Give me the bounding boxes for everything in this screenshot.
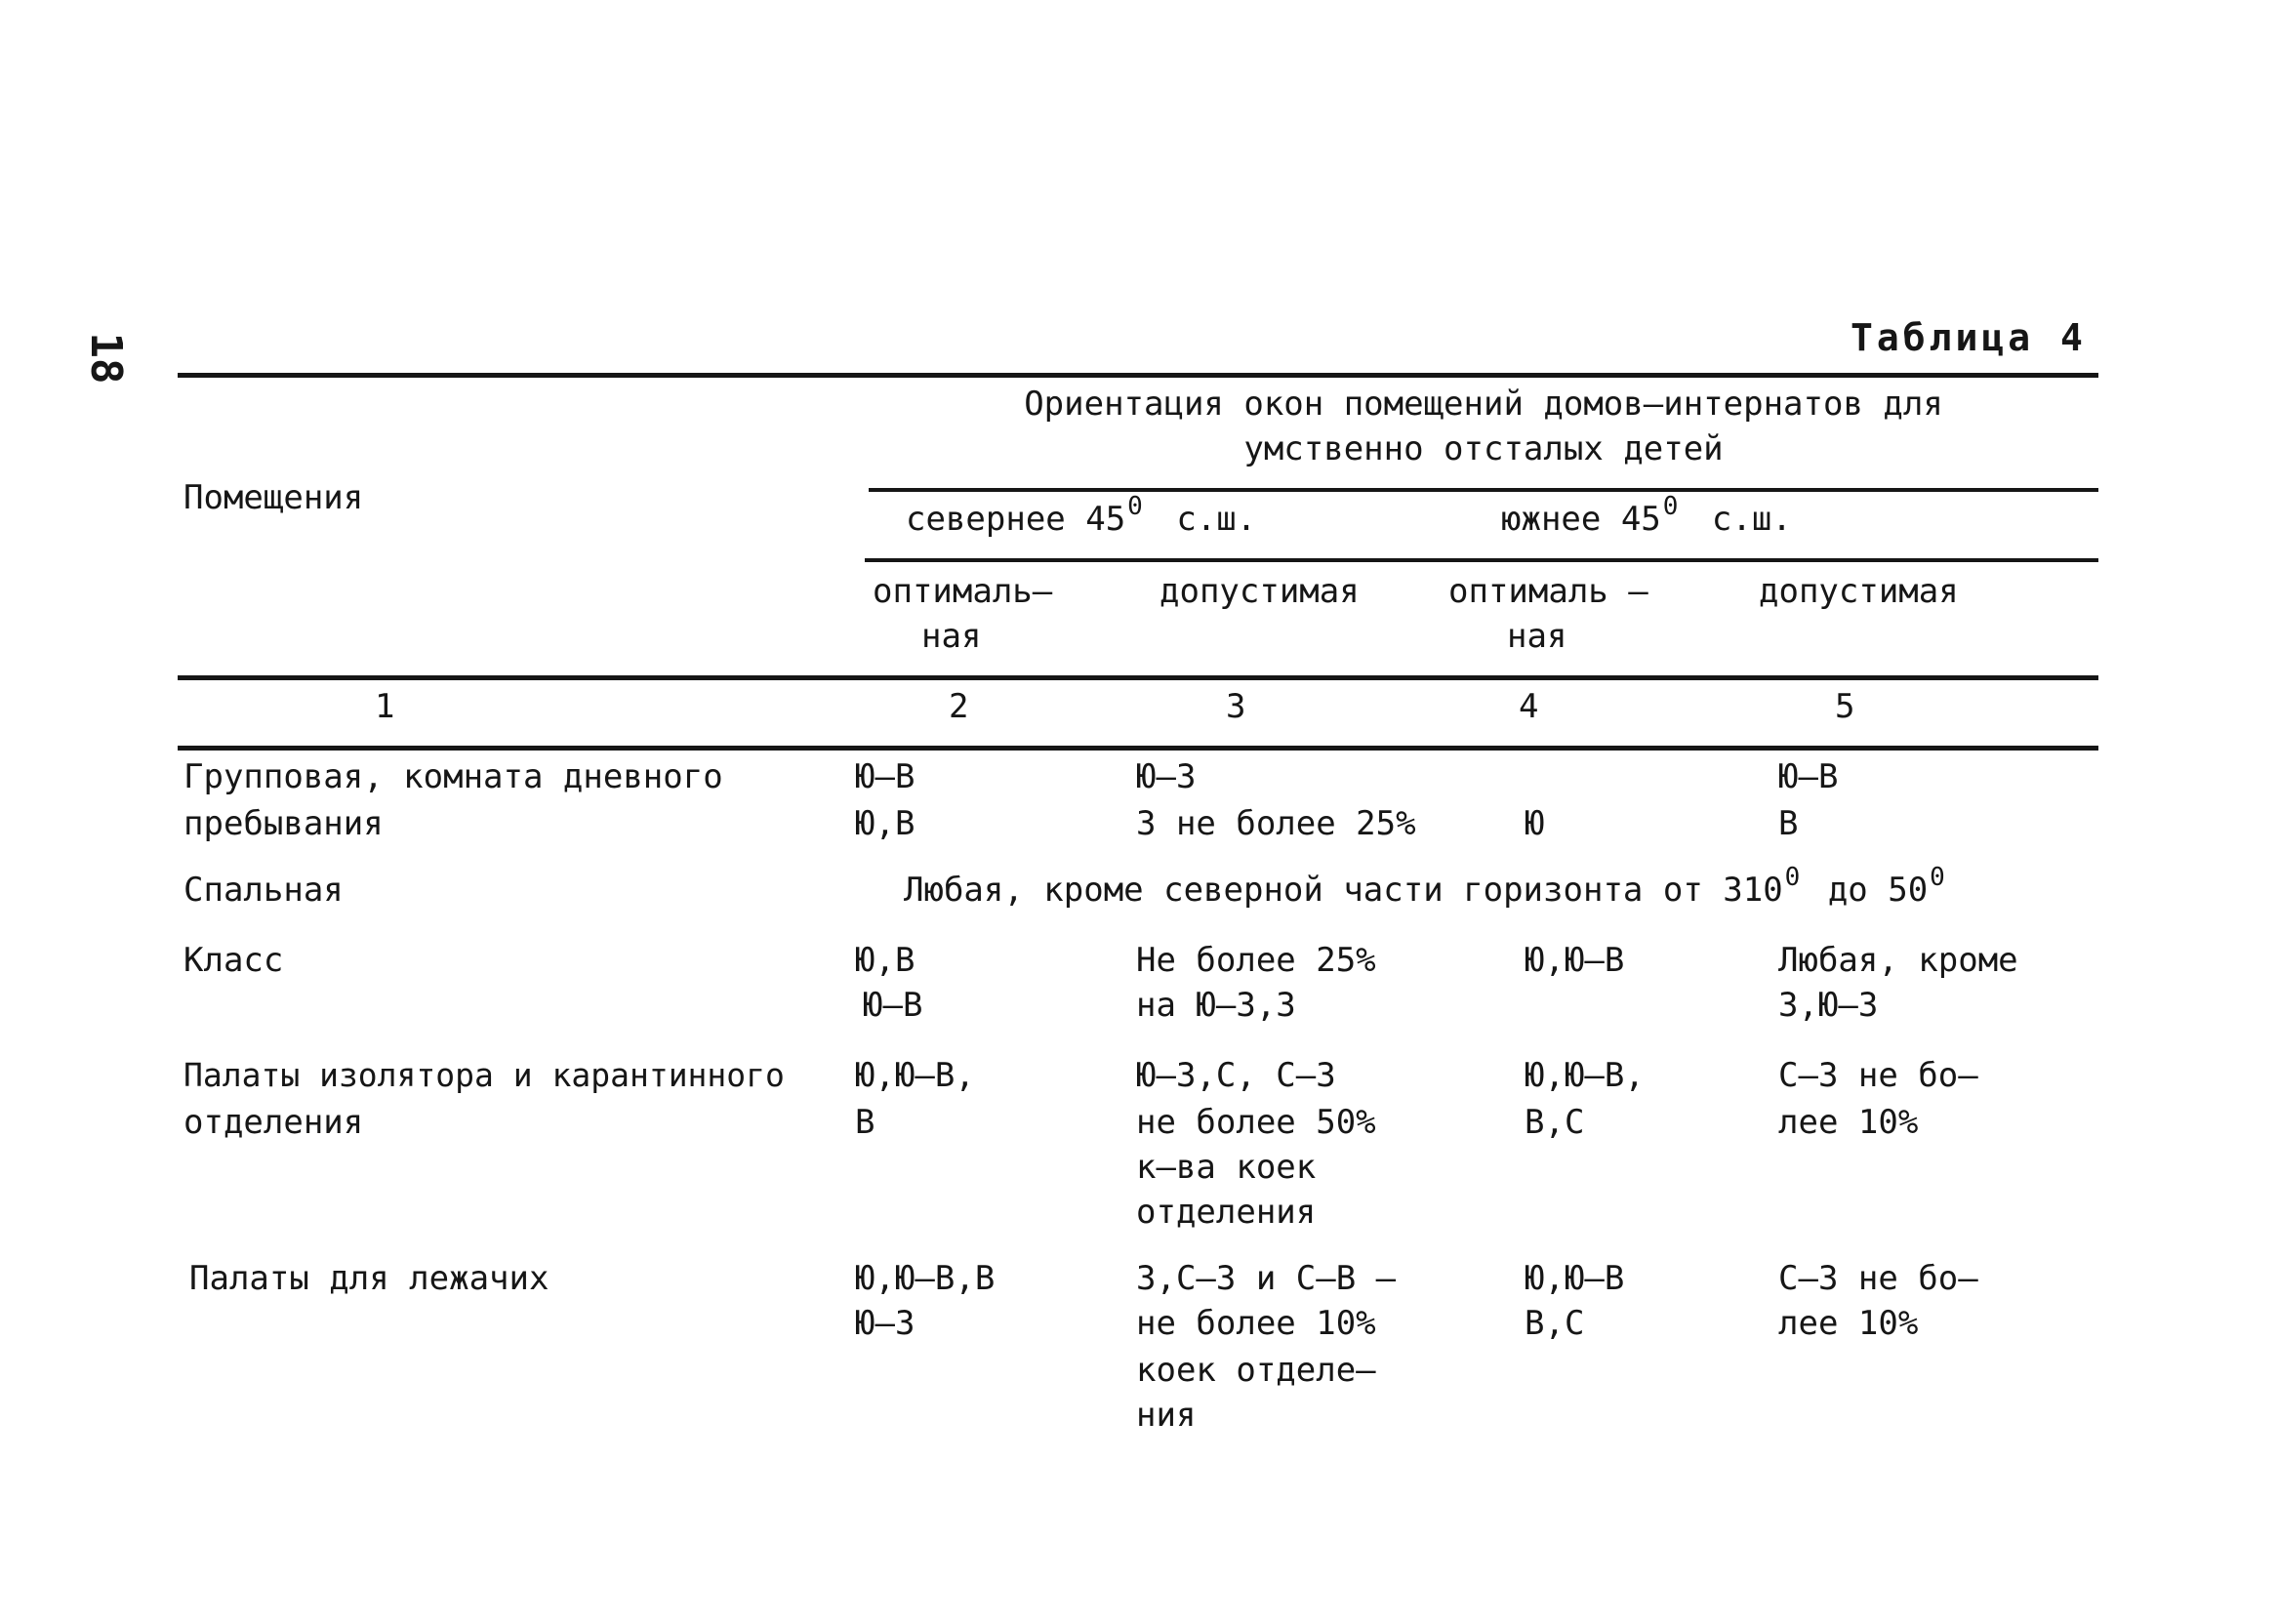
row-3-col5-line2: З,Ю–З xyxy=(1778,986,1879,1025)
row-3-room: Класс xyxy=(183,941,284,980)
row-1-room-line2: пребывания xyxy=(183,804,384,843)
row-1-col5-line1: Ю–В xyxy=(1778,757,1839,796)
south-header xyxy=(1501,492,1792,546)
optimal-south-line1: оптималь – xyxy=(1448,572,1648,611)
row-4-col3-line1: Ю–З,С, С–З xyxy=(1136,1056,1336,1095)
north-unit: с.ш. xyxy=(1176,500,1257,539)
column-number-5: 5 xyxy=(1835,687,1855,726)
group-rule xyxy=(869,488,2098,492)
row-5-col5-line1: С–З не бо– xyxy=(1778,1259,1978,1298)
optimal-north-line1: оптималь– xyxy=(873,572,1053,611)
row-1-col5-line2: В xyxy=(1778,804,1799,843)
row-5-col5-line2: лее 10% xyxy=(1778,1304,1919,1343)
row-5-col2-line1: Ю,Ю–В,В xyxy=(855,1259,996,1298)
row-3-col4: Ю,Ю–В xyxy=(1525,941,1625,980)
row-2-span-mid: до 50 xyxy=(1827,871,1929,910)
row-1-col2-line1: Ю–В xyxy=(855,757,915,796)
row-4-col2-line1: Ю,Ю–В, xyxy=(855,1056,975,1095)
row-1-room-line1: Групповая, комната дневного xyxy=(183,757,723,796)
row-5-col4-line1: Ю,Ю–В xyxy=(1525,1259,1625,1298)
numbers-bottom-rule xyxy=(178,746,2098,751)
row-4-col2-line2: В xyxy=(855,1103,875,1142)
row-4-room-line2: отделения xyxy=(183,1103,364,1142)
row-4-col4-line2: В,С xyxy=(1525,1103,1585,1142)
row-4-room-line1: Палаты изолятора и карантинного xyxy=(183,1056,785,1094)
row-5-col3-line1: З,С–З и С–В – xyxy=(1136,1259,1397,1298)
degree-sign: 0 xyxy=(1784,863,1801,892)
row-3-col5-line1: Любая, кроме xyxy=(1778,941,2018,980)
row-1-col2-line2: Ю,В xyxy=(855,804,915,843)
row-4-col5-line2: лее 10% xyxy=(1778,1103,1919,1142)
optimal-north-line2: ная xyxy=(921,617,982,656)
acceptable-south: допустимая xyxy=(1759,572,1959,611)
row-2-span xyxy=(904,863,1945,916)
row-5-col3-line3: коек отделе– xyxy=(1136,1351,1376,1390)
row-4-col4-line1: Ю,Ю–В, xyxy=(1525,1056,1645,1095)
header-bottom-rule xyxy=(178,675,2098,680)
top-rule xyxy=(178,373,2098,378)
degree-sign: 0 xyxy=(1662,492,1679,521)
row-4-col3-line2: не более 50% xyxy=(1136,1103,1376,1142)
row-5-room: Палаты для лежачих xyxy=(189,1259,549,1298)
column-number-1: 1 xyxy=(375,687,395,726)
row-1-col3-line1: Ю–З xyxy=(1136,757,1197,796)
row-3-col2-line1: Ю,В xyxy=(855,941,915,980)
row-3-col2-line2: Ю–В xyxy=(863,986,923,1025)
row-3-col3-line2: на Ю–З,З xyxy=(1136,986,1296,1025)
table-title: Таблица 4 xyxy=(1851,316,2087,359)
page-number: 18 xyxy=(81,332,131,385)
north-label: севернее 45 xyxy=(906,500,1126,539)
optimal-south-line2: ная xyxy=(1507,617,1567,656)
row-2-room: Спальная xyxy=(183,871,344,910)
row-2-span-text: Любая, кроме северной части горизонта от 310 xyxy=(904,871,1783,910)
row-4-col5-line1: С–З не бо– xyxy=(1778,1056,1978,1095)
group-title-line2: умственно отсталых детей xyxy=(1243,429,1724,468)
column-number-3: 3 xyxy=(1226,687,1246,726)
row-4-col3-line4: отделения xyxy=(1136,1193,1317,1232)
column-number-4: 4 xyxy=(1519,687,1539,726)
north-header xyxy=(906,492,1257,546)
row-5-col3-line2: не более 10% xyxy=(1136,1304,1376,1343)
row-5-col4-line2: В,С xyxy=(1525,1304,1585,1343)
column-number-2: 2 xyxy=(949,687,969,726)
row-1-col3-line2: З не более 25% xyxy=(1136,804,1416,843)
acceptable-north: допустимая xyxy=(1159,572,1360,611)
rooms-header: Помещения xyxy=(183,478,364,517)
group-title-line1: Ориентация окон помещений домов–интернатов для xyxy=(1024,385,1943,424)
hemisphere-rule xyxy=(865,558,2098,562)
degree-sign: 0 xyxy=(1930,863,1945,892)
degree-sign: 0 xyxy=(1127,492,1143,521)
row-5-col2-line2: Ю–З xyxy=(855,1304,915,1343)
row-3-col3-line1: Не более 25% xyxy=(1136,941,1376,980)
row-4-col3-line3: к–ва коек xyxy=(1136,1148,1317,1187)
row-5-col3-line4: ния xyxy=(1136,1396,1197,1435)
row-1-col4: Ю xyxy=(1525,804,1545,843)
south-unit: с.ш. xyxy=(1711,500,1792,539)
south-label: южнее 45 xyxy=(1501,500,1661,539)
